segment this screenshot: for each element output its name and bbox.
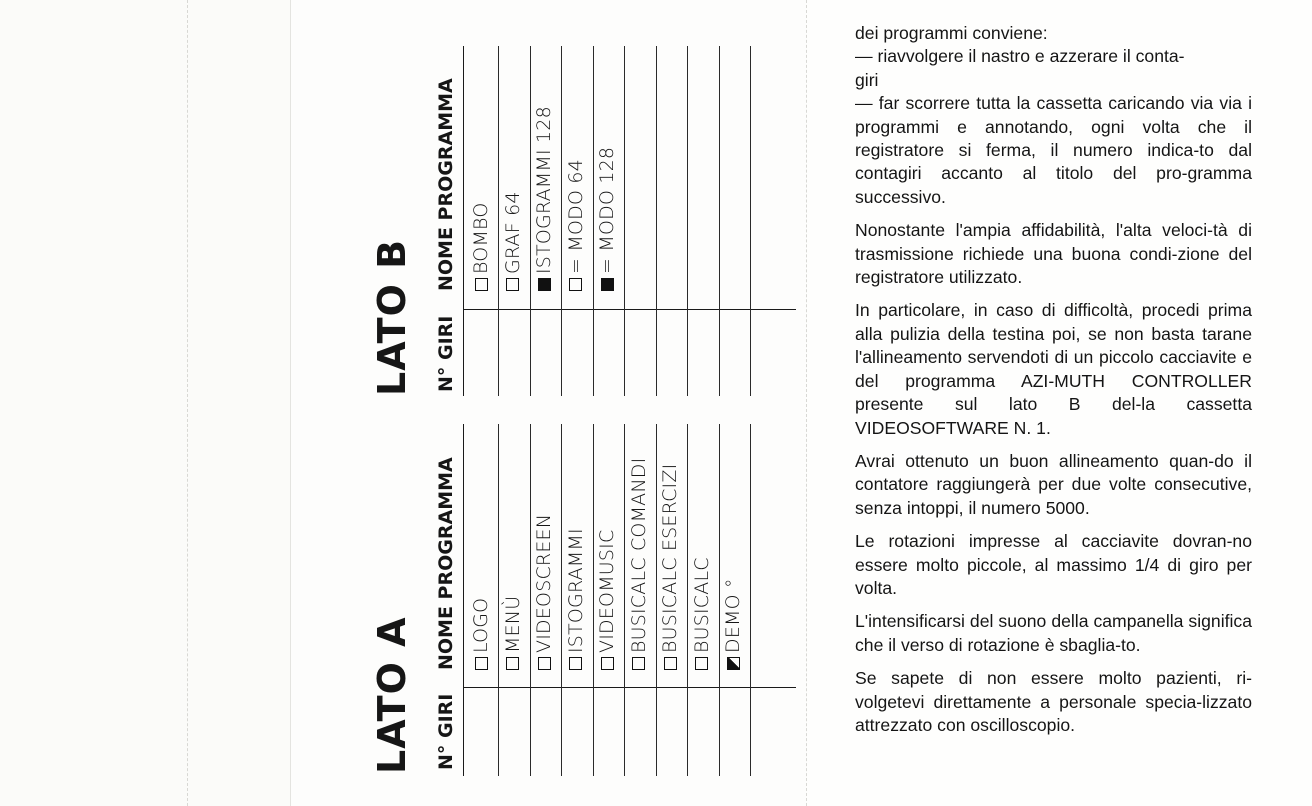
lato-a-counter-header: N° GIRI (435, 693, 457, 770)
checkbox-icon[interactable] (569, 657, 582, 670)
lato-b-header-rule (463, 46, 464, 310)
program-entry (717, 578, 749, 670)
program-entry (560, 159, 592, 291)
checkbox-icon[interactable] (727, 657, 740, 670)
row-separator (498, 424, 499, 776)
checkbox-icon[interactable] (475, 657, 488, 670)
program-entry (560, 528, 592, 670)
program-entry (686, 557, 718, 670)
paragraph-rotations: Le rotazioni impresse al cacciavite dovran-no essere molto piccole, al massimo 1/4 di giro per volta. (855, 531, 1252, 598)
checkbox-icon[interactable] (506, 278, 519, 291)
row-separator (719, 46, 720, 396)
intro-line: dei programmi conviene: (855, 23, 1048, 43)
checkbox-icon[interactable] (506, 657, 519, 670)
paragraph-calibration: In particolare, in caso di difficoltà, procedi prima alla pulizia della testina poi, se non basta tarane l'allineamento servendoti di un piccolo cacciavite e del programma AZI-MUTH CONTROLLER presente sul lato B del-la cassetta VIDEOSOFTWARE N. 1. (855, 300, 1252, 438)
row-separator (687, 424, 688, 776)
lato-a-counter-underline (463, 688, 464, 776)
program-name: BUSICALC (690, 557, 713, 653)
checkbox-icon[interactable] (475, 278, 488, 291)
program-name: BUSICALC ESERCIZI (659, 463, 681, 653)
program-name: DEMO ° (722, 578, 744, 653)
lato-b-counter-header: N° GIRI (435, 315, 457, 392)
program-name: = MODO 128 (596, 146, 618, 274)
blank-flap (0, 0, 290, 806)
row-separator (656, 424, 657, 776)
program-entry (497, 191, 529, 291)
fold-line (187, 0, 188, 806)
program-entry (465, 598, 497, 670)
checkbox-icon[interactable] (601, 657, 614, 670)
row-separator (593, 46, 594, 396)
program-name: ISTOGRAMMI (564, 528, 587, 653)
program-name: GRAF 64 (501, 191, 524, 274)
row-separator (750, 46, 751, 396)
checkbox-icon[interactable] (538, 278, 551, 291)
program-entry (591, 530, 623, 670)
row-separator (593, 424, 594, 776)
row-separator (656, 46, 657, 396)
lato-a-name-header: NOME PROGRAMMA (435, 457, 457, 670)
paragraph-alignment: Avrai ottenuto un buon allineamento quan-do il contatore raggiungerà per due volte consecutive, senza intoppi, il numero 5000. (855, 450, 1252, 518)
row-separator (719, 424, 720, 776)
program-entry (465, 202, 497, 291)
instructions-text (855, 22, 1252, 747)
row-separator (624, 424, 625, 776)
checkbox-icon[interactable] (695, 657, 708, 670)
program-entry (528, 514, 560, 670)
row-separator (561, 424, 562, 776)
row-separator (561, 46, 562, 396)
program-name: BOMBO (470, 202, 492, 274)
row-separator (530, 424, 531, 776)
paragraph-specialist: Se sapete di non essere molto pazienti, ri-volgetevi direttamente a personale specia-lizzato attrezzato con oscilloscopio. (855, 668, 1252, 735)
program-entry (528, 106, 560, 291)
row-separator (498, 46, 499, 396)
program-entry (654, 464, 686, 670)
paragraph-bell: L'intensificarsi del suono della campanella significa che il verso di rotazione è sbaglia-to. (855, 611, 1252, 655)
program-name: BUSICALC COMANDI (627, 457, 650, 653)
program-entry (497, 596, 529, 670)
paragraph-reliability: Nonostante l'ampia affidabilità, l'alta veloci-tà di trasmissione richiede una buona condi-zione del registratore utilizzato. (855, 220, 1252, 288)
intro-line: giri (855, 69, 879, 90)
program-entry (591, 147, 623, 291)
program-name: LOGO (470, 597, 492, 653)
row-separator (750, 424, 751, 776)
program-name: VIDEOSCREEN (533, 513, 555, 653)
program-index (290, 46, 807, 806)
program-name: ISTOGRAMMI 128 (533, 106, 555, 274)
checkbox-icon[interactable] (569, 278, 582, 291)
lato-b-counter-underline (463, 310, 464, 396)
lato-b-column-divider (463, 309, 796, 310)
checkbox-icon[interactable] (601, 278, 614, 291)
program-name: = MODO 64 (564, 159, 587, 274)
program-name: MENÙ (501, 595, 524, 653)
row-separator (530, 46, 531, 396)
row-separator (624, 46, 625, 396)
intro-paragraph: — far scorrere tutta la cassetta caricando via via i programmi e annotando, ogni volta che il registratore si ferma, il numero indica-to dal contagiri accanto al titolo del pro-gramma successivo. (855, 93, 1252, 207)
checkbox-icon[interactable] (632, 657, 645, 670)
program-entry (623, 458, 655, 670)
lato-a-header-rule (463, 424, 464, 688)
checkbox-icon[interactable] (664, 657, 677, 670)
lato-b-title: LATO B (370, 238, 414, 396)
lato-a-column-divider (463, 687, 796, 688)
intro-line: — riavvolgere il nastro e azzerare il conta- (855, 46, 1185, 67)
lato-b-name-header: NOME PROGRAMMA (435, 78, 457, 291)
program-name: VIDEOMUSIC (596, 529, 618, 653)
lato-a-title: LATO A (370, 616, 414, 774)
checkbox-icon[interactable] (538, 657, 551, 670)
row-separator (687, 46, 688, 396)
